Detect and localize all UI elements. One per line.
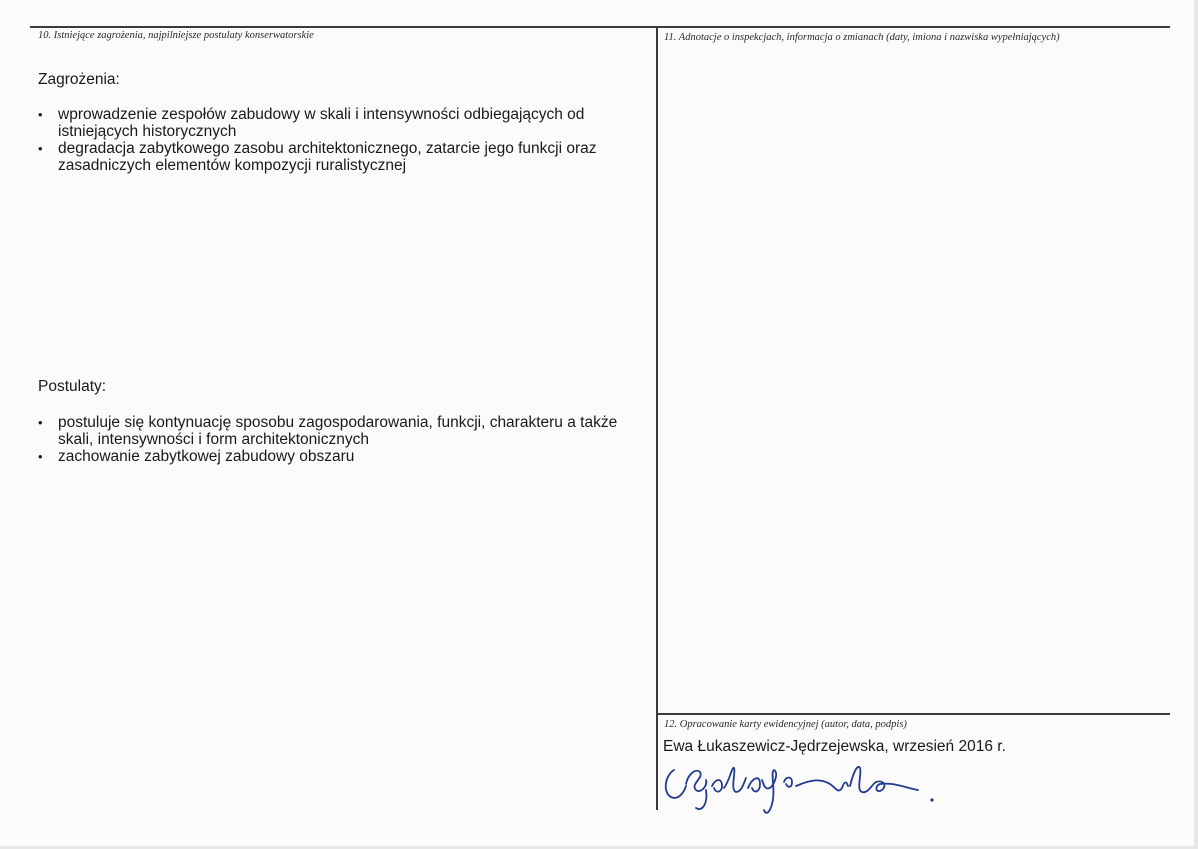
author-line: Ewa Łukaszewicz-Jędrzejewska, wrzesień 2016 r. — [663, 738, 1006, 755]
section11-label: 11. Adnotacje o inspekcjach, informacja o zmianach (daty, imiona i nazwiska wypełniających) — [664, 32, 1060, 43]
column-divider — [656, 26, 658, 810]
postulate-item: • postuluje się kontynuację sposobu zagospodarowania, funkcji, charakteru a także skali, intensywności i form architektonicznych — [36, 414, 652, 448]
postulates-list — [36, 414, 652, 465]
section12-top-border — [656, 713, 1170, 715]
threat-item: • wprowadzenie zespołów zabudowy w skali i intensywności odbiegających od istniejących historycznych — [36, 106, 652, 140]
threats-list — [36, 106, 652, 174]
section10-label: 10. Istniejące zagrożenia, najpilniejsze postulaty konserwatorskie — [38, 30, 314, 41]
handwritten-signature — [660, 760, 950, 820]
section12-label: 12. Opracowanie karty ewidencyjnej (autor, data, podpis) — [664, 719, 907, 730]
threats-heading: Zagrożenia: — [38, 71, 120, 88]
threat-item: • degradacja zabytkowego zasobu architektonicznego, zatarcie jego funkcji oraz zasadniczych elementów kompozycji ruralistycznej — [36, 140, 652, 174]
postulate-item: • zachowanie zabytkowej zabudowy obszaru — [36, 448, 652, 465]
postulates-heading: Postulaty: — [38, 378, 107, 395]
top-border — [30, 26, 1170, 28]
scan-edge-right — [1194, 0, 1198, 849]
